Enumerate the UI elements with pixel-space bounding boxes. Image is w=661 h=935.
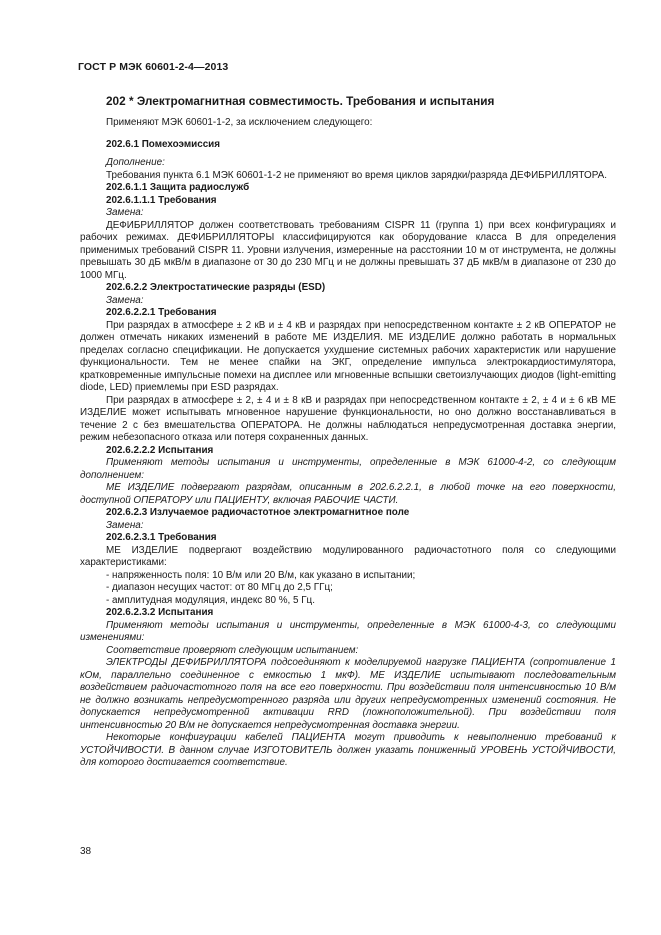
italic-paragraph: МЕ ИЗДЕЛИЕ подвергают разрядам, описанным в 202.6.2.2.1, в любой точке на его поверхности, доступной ОПЕРАТОРУ или ПАЦИЕНТУ, включая РАБОЧИЕ ЧАСТИ. (80, 482, 616, 506)
list-item: - диапазон несущих частот: от 80 МГц до 2,5 ГГц; (106, 582, 333, 593)
italic-paragraph: Применяют методы испытания и инструменты, определенные в МЭК 61000-4-2, со следующим дополнением: (80, 457, 616, 481)
clause-heading: 202.6.2.3.2 Испытания (106, 607, 214, 618)
section-title: 202 * Электромагнитная совместимость. Требования и испытания (106, 94, 495, 108)
list-item: - напряженность поля: 10 В/м или 20 В/м, как указано в испытании; (106, 569, 416, 581)
paragraph: Требования пункта 6.1 МЭК 60601-1-2 не применяют во время циклов зарядки/разряда ДЕФИБРИЛЛЯТОРА. (106, 169, 607, 181)
clause-note: Дополнение: (106, 157, 165, 168)
clause-note: Замена: (106, 519, 144, 531)
clause-heading: 202.6.2.2.1 Требования (106, 307, 217, 318)
section-intro: Применяют МЭК 60601-1-2, за исключением следующего: (106, 117, 373, 128)
section-blocks (80, 139, 616, 770)
clause-heading: 202.6.2.2.2 Испытания (106, 444, 214, 456)
clause-note: Замена: (106, 207, 144, 218)
clause-heading: 202.6.1.1 Защита радиослужб (106, 182, 250, 193)
clause-heading: 202.6.2.3.1 Требования (106, 532, 217, 543)
paragraph: МЕ ИЗДЕЛИЕ подвергают воздействию модулированного радиочастотного поля со следующими характеристиками: (80, 544, 616, 568)
page-number: 38 (80, 846, 92, 857)
list-item: - амплитудная модуляция, индекс 80 %, 5 Гц. (106, 594, 315, 606)
clause-note: Замена: (106, 294, 144, 306)
paragraph: При разрядах в атмосфере ± 2 кВ и ± 4 кВ и разрядах при непосредственном контакте ± 2 кВ ОПЕРАТОР не должен отмечать никаких изменений в работе МЕ ИЗДЕЛИЯ. МЕ ИЗДЕЛИЕ должно работать в нормальных пределах согласно спецификации. Не допускается ухудшение системных рабочих характеристик или нарушение функциональности. Тем не менее спайки на ЭКГ, определение импульса электрокардиостимулятора, кратковременные импульсные помехи на дисплее или мгновенные вспышки светоизлучающих диодов (light-emitting diode, LED) приемлемы при ESD разрядах. (80, 319, 616, 393)
italic-paragraph: Применяют методы испытания и инструменты, определенные в МЭК 61000-4-3, со следующими изменениями: (80, 619, 616, 643)
document-body (80, 94, 616, 770)
clause-heading: 202.6.2.2 Электростатические разряды (ESD) (106, 282, 326, 293)
paragraph: При разрядах в атмосфере ± 2, ± 4 и ± 8 кВ и разрядах при непосредственном контакте ± 2, ± 4 и ± 6 кВ МЕ ИЗДЕЛИЕ может испытывать мгновенное нарушение функциональности, но оно должно восстанавливаться в течение 2 с без вмешательства ОПЕРАТОРА. Не должны наблюдаться непредусмотренная доставка энергии, режим небезопасного отказа или потеря сохраненных данных. (80, 394, 616, 443)
clause-heading: 202.6.1.1.1 Требования (106, 194, 217, 206)
paragraph: ДЕФИБРИЛЛЯТОР должен соответствовать требованиям CISPR 11 (группа 1) при всех конфигурациях и рабочих режимах. ДЕФИБРИЛЛЯТОРЫ классифицируются как оборудование класса В для определения применимых требований CISPR 11. Уровни излучения, измеренные на расстоянии 10 м от инструмента, не должны превышать 30 дБ мкВ/м в диапазоне от 30 до 230 МГц и не должны превышать 37 дБ мкВ/м в диапазоне от 230 до 1000 МГц. (80, 219, 616, 281)
subsection-heading: 202.6.1 Помехоэмиссия (106, 138, 221, 150)
italic-paragraph: Некоторые конфигурации кабелей ПАЦИЕНТА могут приводить к невыполнению требований к УСТОЙЧИВОСТИ. В данном случае ИЗГОТОВИТЕЛЬ должен указать пониженный УРОВЕНЬ УСТОЙЧИВОСТИ, для которого достигается соответствие. (80, 732, 616, 768)
italic-paragraph: ЭЛЕКТРОДЫ ДЕФИБРИЛЛЯТОРА подсоединяют к моделируемой нагрузке ПАЦИЕНТА (сопротивление 1 кОм, параллельно соединенное с емкостью 1 мкФ). МЕ ИЗДЕЛИЕ испытывают последовательным воздействием радиочастотного поля на все его поверхности. При воздействии поля интенсивностью 10 В/м не должно возникать непредусмотренного разряда или других непредусмотренных изменений состояния. Не допускается непредусмотренной активации RRD (ложноположительной). При воздействии поля интенсивностью 20 В/м не допускается непредусмотренная доставка энергии. (80, 657, 616, 731)
document-header: ГОСТ Р МЭК 60601-2-4—2013 (78, 61, 229, 73)
clause-heading: 202.6.2.3 Излучаемое радиочастотное электромагнитное поле (106, 507, 410, 518)
italic-paragraph: Соответствие проверяют следующим испытанием: (106, 644, 359, 656)
